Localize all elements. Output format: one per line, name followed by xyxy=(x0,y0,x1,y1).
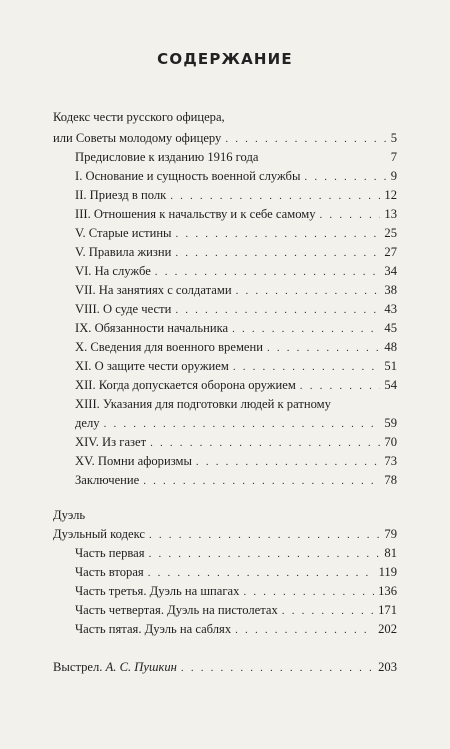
toc-entry-page: 43 xyxy=(384,302,397,316)
dot-leader xyxy=(104,417,381,432)
toc-entry[interactable] xyxy=(75,169,397,185)
toc-entry-page: 119 xyxy=(378,565,397,579)
toc-entry-page: 171 xyxy=(378,603,397,617)
toc-entry-page: 27 xyxy=(384,245,397,259)
toc-entry-page: 51 xyxy=(384,359,397,373)
toc-entry-codex[interactable] xyxy=(53,131,397,147)
toc-entry-label: Часть первая xyxy=(75,546,145,560)
toc-entry[interactable] xyxy=(75,359,397,375)
toc-entry-page: 34 xyxy=(384,264,397,278)
toc-entry-page: 73 xyxy=(384,454,397,468)
dot-leader xyxy=(225,132,386,147)
toc-entry-label: Заключение xyxy=(75,473,140,487)
toc-entry[interactable] xyxy=(75,378,397,394)
toc-entry[interactable] xyxy=(75,603,397,619)
toc-entry-page: 25 xyxy=(384,226,397,240)
toc-entry-label: или Советы молодому офицеру xyxy=(53,131,222,145)
dot-leader xyxy=(143,474,380,489)
toc-entry[interactable] xyxy=(75,340,397,356)
toc-entry-page: 78 xyxy=(384,473,397,487)
toc-entry-shot[interactable] xyxy=(53,660,397,676)
toc-entry[interactable] xyxy=(75,565,397,581)
toc-entry-label: VIII. О суде чести xyxy=(75,302,172,316)
toc-entry[interactable] xyxy=(75,302,397,318)
toc-entry-label: Часть четвертая. Дуэль на пистолетах xyxy=(75,603,278,617)
toc-entry[interactable] xyxy=(75,150,397,166)
dot-leader xyxy=(300,379,381,394)
dot-leader xyxy=(149,547,381,562)
page-title: СОДЕРЖАНИЕ xyxy=(157,50,293,68)
toc-entry-label: IX. Обязанности начальника xyxy=(75,321,229,335)
dot-leader xyxy=(175,246,380,261)
toc-entry-page: 59 xyxy=(384,416,397,430)
toc-entry-label: XV. Помни афоризмы xyxy=(75,454,192,468)
dot-leader xyxy=(150,436,380,451)
dot-leader xyxy=(175,303,380,318)
dot-leader xyxy=(176,227,381,242)
toc-entry-page: 54 xyxy=(384,378,397,392)
toc-entry-page: 13 xyxy=(384,207,397,221)
toc-entry[interactable] xyxy=(75,226,397,242)
toc-entry-label: II. Приезд в полк xyxy=(75,188,167,202)
dot-leader xyxy=(236,284,381,299)
toc-entry-label: V. Правила жизни xyxy=(75,245,172,259)
toc-entry-label: Предисловие к изданию 1916 года xyxy=(75,150,259,164)
toc-entry-xiii-line1[interactable]: XIII. Указания для подготовки людей к ратному xyxy=(75,397,331,411)
dot-leader xyxy=(243,585,374,600)
dot-leader xyxy=(320,208,381,223)
dot-leader xyxy=(148,566,375,581)
duel-heading: Дуэль xyxy=(53,508,86,522)
toc-entry-label xyxy=(53,660,177,675)
toc-entry[interactable] xyxy=(75,245,397,261)
toc-entry-label: X. Сведения для военного времени xyxy=(75,340,263,354)
toc-entry-page: 9 xyxy=(390,169,397,183)
toc-entry-label: Часть вторая xyxy=(75,565,144,579)
dot-leader xyxy=(155,265,381,280)
toc-entry[interactable] xyxy=(75,321,397,337)
dot-leader xyxy=(235,623,374,638)
toc-entry[interactable] xyxy=(75,473,397,489)
dot-leader xyxy=(170,189,380,204)
dot-leader xyxy=(149,528,380,543)
toc-entry-page: 7 xyxy=(390,150,397,164)
toc-entry[interactable] xyxy=(75,188,397,204)
dot-leader xyxy=(304,170,386,185)
toc-entry-page: 202 xyxy=(378,622,397,636)
toc-entry-label: XII. Когда допускается оборона оружием xyxy=(75,378,296,392)
toc-entry-label: V. Старые истины xyxy=(75,226,172,240)
toc-entry-label: VI. На службе xyxy=(75,264,151,278)
toc-entry-label: делу xyxy=(75,416,100,430)
toc-entry-page: 38 xyxy=(384,283,397,297)
toc-entry-label: I. Основание и сущность военной службы xyxy=(75,169,301,183)
toc-entry-label: XIV. Из газет xyxy=(75,435,147,449)
toc-entry-page: 70 xyxy=(384,435,397,449)
toc-entry-page: 79 xyxy=(384,527,397,541)
dot-leader xyxy=(196,455,380,470)
dot-leader xyxy=(282,604,374,619)
toc-entry[interactable] xyxy=(75,622,397,638)
toc-entry-label: Дуэльный кодекс xyxy=(53,527,145,541)
toc-entry[interactable] xyxy=(75,584,397,600)
toc-entry-page: 5 xyxy=(390,131,397,145)
toc-entry-page: 48 xyxy=(384,340,397,354)
toc-entry[interactable] xyxy=(75,435,397,451)
toc-entry-page: 45 xyxy=(384,321,397,335)
toc-entry-duel-codex[interactable] xyxy=(53,527,397,543)
toc-entry-label: Часть третья. Дуэль на шпагах xyxy=(75,584,240,598)
toc-entry-page: 81 xyxy=(384,546,397,560)
shot-author: А. С. Пушкин xyxy=(105,660,177,674)
dot-leader xyxy=(267,341,380,356)
codex-heading-line1: Кодекс чести русского офицера, xyxy=(53,110,225,124)
shot-title: Выстрел. xyxy=(53,660,103,674)
dot-leader xyxy=(233,360,381,375)
dot-leader xyxy=(232,322,380,337)
toc-entry[interactable] xyxy=(75,207,397,223)
toc-entry[interactable] xyxy=(75,283,397,299)
toc-entry-label: VII. На занятиях с солдатами xyxy=(75,283,232,297)
toc-entry-page: 136 xyxy=(378,584,397,598)
toc-entry[interactable] xyxy=(75,264,397,280)
toc-entry-label: III. Отношения к начальству и к себе самому xyxy=(75,207,316,221)
toc-entry-label: XI. О защите чести оружием xyxy=(75,359,229,373)
toc-entry-page: 203 xyxy=(378,660,397,674)
toc-entry[interactable] xyxy=(75,454,397,470)
toc-entry-label: Часть пятая. Дуэль на саблях xyxy=(75,622,232,636)
toc-entry-page: 12 xyxy=(384,188,397,202)
toc-entry[interactable] xyxy=(75,546,397,562)
dot-leader xyxy=(181,661,374,676)
toc-entry-xiii[interactable] xyxy=(75,416,397,432)
